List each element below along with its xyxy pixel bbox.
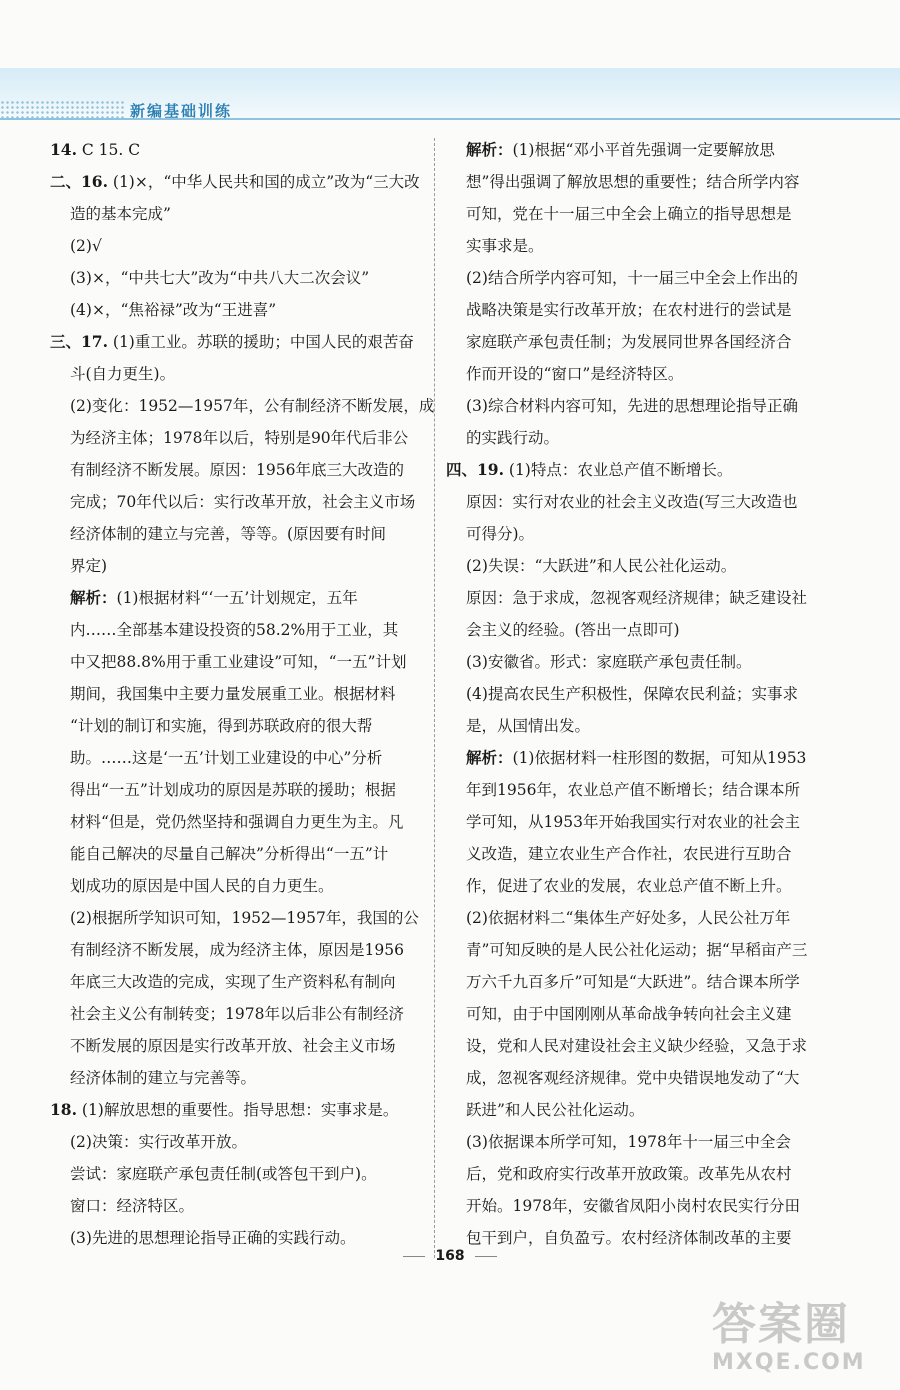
answer-line: 18. (1)解放思想的重要性。指导思想：实事求是。 xyxy=(50,1100,399,1119)
column-divider xyxy=(434,138,435,1258)
page-number-footer xyxy=(0,1248,900,1264)
answer-line: 年到1956年，农业总产值不断增长；结合课本所 xyxy=(466,781,800,799)
answer-line: “计划的制订和实施，得到苏联政府的很大帮 xyxy=(70,717,373,735)
right-column xyxy=(446,134,814,1254)
answer-line: 实事求是。 xyxy=(466,237,544,255)
answer-line: 可知，党在十一届三中全会上确立的指导思想是 xyxy=(466,205,792,223)
answer-line: 设，党和人民对建设社会主义缺少经验，又急于求 xyxy=(466,1037,808,1055)
answer-line: 造的基本完成” xyxy=(70,205,171,223)
answer-line: (2)根据所学知识可知，1952—1957年，我国的公 xyxy=(70,909,419,927)
answer-line: (3)依据课本所学可知，1978年十一届三中全会 xyxy=(466,1133,791,1151)
answer-line: (2)失误：“大跃进”和人民公社化运动。 xyxy=(466,557,737,575)
answer-line: 为经济主体；1978年以后，特别是90年代后非公 xyxy=(70,429,409,447)
answer-line: 可得分)。 xyxy=(466,525,535,543)
answer-line: 开始。1978年，安徽省凤阳小岗村农民实行分田 xyxy=(466,1197,800,1215)
answer-line: 解析：(1)依据材料一柱形图的数据，可知从1953 xyxy=(466,748,807,767)
answer-line: 社会主义公有制转变；1978年以后非公有制经济 xyxy=(70,1005,404,1023)
answer-line: 原因：实行对农业的社会主义改造(写三大改造也 xyxy=(466,493,798,511)
watermark xyxy=(712,1300,892,1385)
answer-line: 内……全部基本建设投资的58.2%用于工业，其 xyxy=(70,621,399,639)
answer-line: 助。……这是‘一五’计划工业建设的中心”分析 xyxy=(70,749,383,767)
answer-line: 期间，我国集中主要力量发展重工业。根据材料 xyxy=(70,685,396,703)
answer-line: 三、17. (1)重工业。苏联的援助；中国人民的艰苦奋 xyxy=(50,332,414,351)
answer-line: 14. C 15. C xyxy=(50,140,141,159)
watermark-url: MXQE.COM xyxy=(712,1350,866,1375)
answer-line: (3)综合材料内容可知，先进的思想理论指导正确 xyxy=(466,397,798,415)
answer-line: 想”得出强调了解放思想的重要性；结合所学内容 xyxy=(466,173,800,191)
answer-line: 得出“一五”计划成功的原因是苏联的援助；根据 xyxy=(70,781,396,799)
answer-line: 年底三大改造的完成，实现了生产资料私有制向 xyxy=(70,973,396,991)
answer-line: 窗口：经济特区。 xyxy=(70,1197,195,1215)
answer-line: (2)√ xyxy=(70,237,102,255)
answer-line: 是，从国情出发。 xyxy=(466,717,591,735)
answer-line: (2)依据材料二“集体生产好处多，人民公社万年 xyxy=(466,909,791,927)
answer-line: 解析：(1)根据材料“‘一五’计划规定，五年 xyxy=(70,588,358,607)
answer-line: (2)变化：1952—1957年，公有制经济不断发展，成 xyxy=(70,397,435,415)
answer-line: 青”可知反映的是人民公社化运动；据“早稻亩产三 xyxy=(466,941,808,959)
answer-line: 跃进”和人民公社化运动。 xyxy=(466,1101,645,1119)
answer-line: 经济体制的建立与完善，等等。(原因要有时间 xyxy=(70,525,387,543)
answer-line: 的实践行动。 xyxy=(466,429,560,447)
answer-line: 有制经济不断发展，成为经济主体，原因是1956 xyxy=(70,941,404,959)
answer-line: 作而开设的“窗口”是经济特区。 xyxy=(466,365,684,383)
answer-line: 有制经济不断发展。原因：1956年底三大改造的 xyxy=(70,461,404,479)
header-dot-pattern xyxy=(0,100,125,120)
answer-line: 包干到户，自负盈亏。农村经济体制改革的主要 xyxy=(466,1229,792,1247)
answer-line: 不断发展的原因是实行改革开放、社会主义市场 xyxy=(70,1037,396,1055)
answer-line: 后，党和政府实行改革开放政策。改革先从农村 xyxy=(466,1165,792,1183)
watermark-logo: 答案圈 xyxy=(712,1299,850,1350)
answer-line: (3)安徽省。形式：家庭联产承包责任制。 xyxy=(466,653,752,671)
answer-line: (3)先进的思想理论指导正确的实践行动。 xyxy=(70,1229,356,1247)
answer-line: 界定) xyxy=(70,557,108,575)
answer-line: 战略决策是实行改革开放；在农村进行的尝试是 xyxy=(466,301,792,319)
answer-line: (4)提高农民生产积极性，保障农民利益；实事求 xyxy=(466,685,798,703)
answer-line: (3)×，“中共七大”改为“中共八大二次会议” xyxy=(70,269,370,287)
answer-line: 划成功的原因是中国人民的自力更生。 xyxy=(70,877,334,895)
answer-line: 解析：(1)根据“邓小平首先强调一定要解放思 xyxy=(466,140,775,159)
answer-line: 万六千九百多斤”可知是“大跃进”。结合课本所学 xyxy=(466,973,800,991)
answer-line: 斗(自力更生)。 xyxy=(70,365,176,383)
answer-line: 中又把88.8%用于重工业建设”可知，“一五”计划 xyxy=(70,653,407,671)
book-series-title: 新编基础训练 xyxy=(130,102,233,120)
answer-line: 作，促进了农业的发展，农业总产值不断上升。 xyxy=(466,877,792,895)
answer-line: 经济体制的建立与完善等。 xyxy=(70,1069,257,1087)
answer-line: 二、16. (1)×，“中华人民共和国的成立”改为“三大改 xyxy=(50,172,420,191)
answer-line: 原因：急于求成，忽视客观经济规律；缺乏建设社 xyxy=(466,589,808,607)
answer-line: 会主义的经验。(答出一点即可) xyxy=(466,621,680,639)
answer-line: 能自己解决的尽量自己解决”分析得出“一五”计 xyxy=(70,845,389,863)
answer-line: 尝试：家庭联产承包责任制(或答包干到户)。 xyxy=(70,1165,377,1183)
left-column xyxy=(50,134,435,1254)
answer-line: (4)×，“焦裕禄”改为“王进喜” xyxy=(70,301,277,319)
answer-line: 材料“但是，党仍然坚持和强调自力更生为主。凡 xyxy=(70,813,404,831)
answer-line: 义改造，建立农业生产合作社，农民进行互助合 xyxy=(466,845,792,863)
page-number: 168 xyxy=(435,1248,465,1264)
answer-line: 成，忽视客观经济规律。党中央错误地发动了“大 xyxy=(466,1069,800,1087)
answer-line: (2)决策：实行改革开放。 xyxy=(70,1133,247,1151)
answer-line: 可知，由于中国刚刚从革命战争转向社会主义建 xyxy=(466,1005,792,1023)
answer-line: (2)结合所学内容可知，十一届三中全会上作出的 xyxy=(466,269,798,287)
answer-line: 家庭联产承包责任制；为发展同世界各国经济合 xyxy=(466,333,792,351)
answer-line: 四、19. (1)特点：农业总产值不断增长。 xyxy=(446,460,733,479)
answer-line: 学可知，从1953年开始我国实行对农业的社会主 xyxy=(466,813,800,831)
answer-line: 完成；70年代以后：实行改革开放，社会主义市场 xyxy=(70,493,416,511)
